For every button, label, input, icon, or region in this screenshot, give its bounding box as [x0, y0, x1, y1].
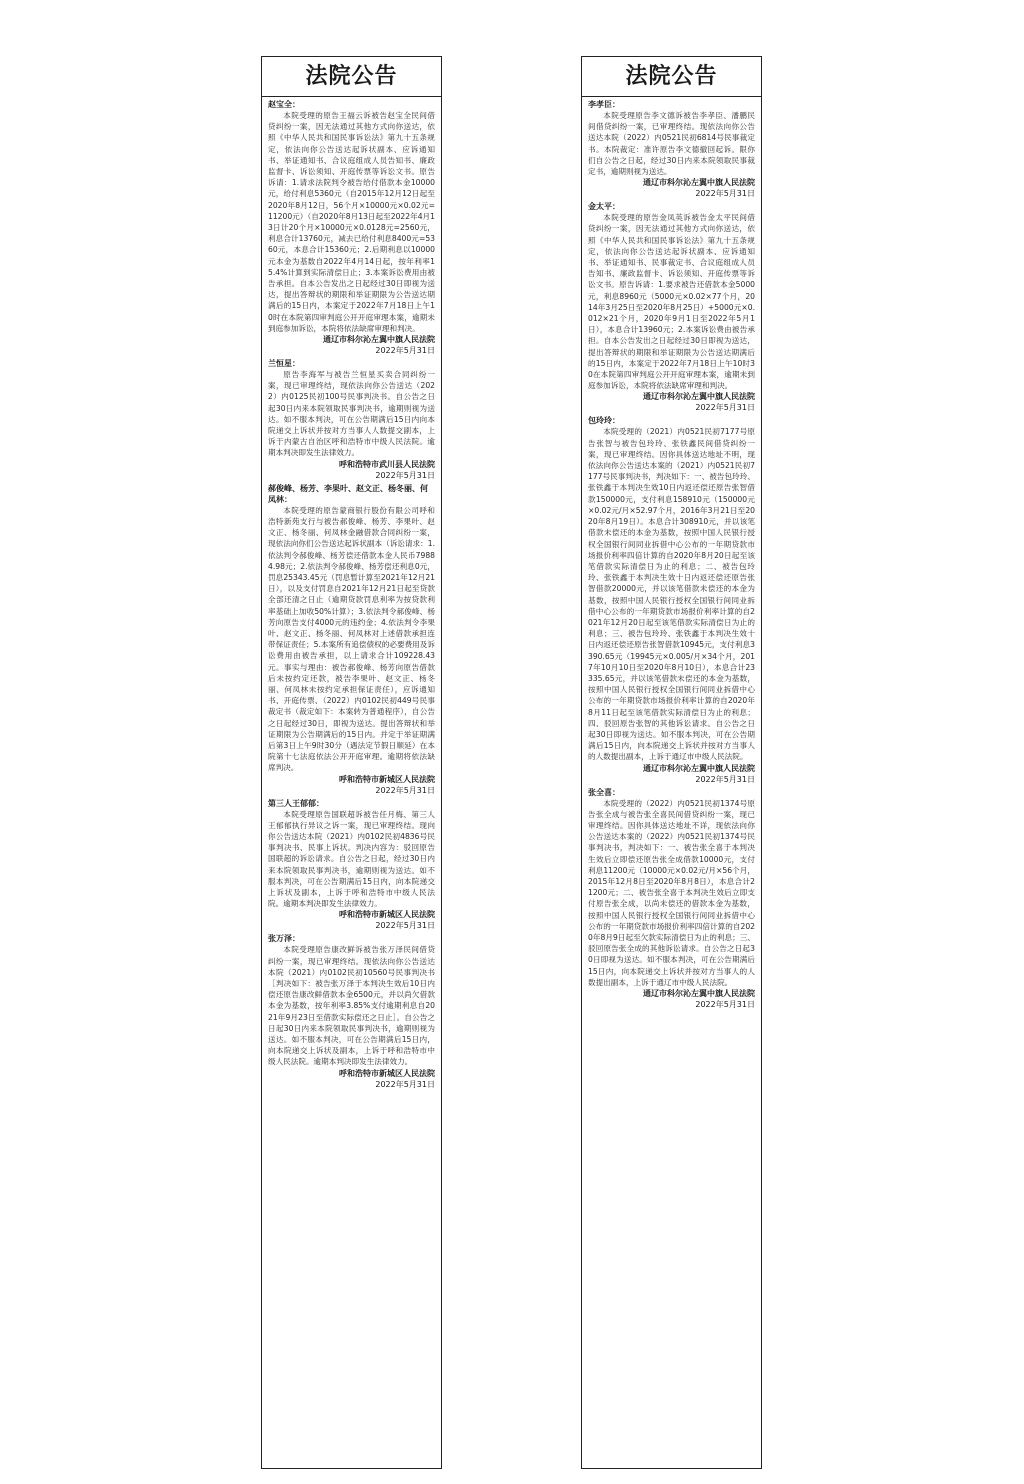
notice-date: 2022年5月31日: [695, 403, 755, 413]
notice-column-left: [261, 56, 442, 1469]
notice-addressee: 包玲玲：: [588, 416, 620, 426]
notice-court: 呼和浩特市新城区人民法院: [339, 774, 435, 784]
notice-item: [588, 99, 755, 199]
notice-court: 通辽市科尔沁左翼中旗人民法院: [643, 989, 755, 999]
column-title: 法院公告: [582, 57, 761, 97]
notice-court: 通辽市科尔沁左翼中旗人民法院: [323, 335, 435, 345]
notice-date: 2022年5月31日: [695, 1000, 755, 1010]
notice-addressee: 郝俊峰、杨芳、李果叶、赵文正、杨冬丽、何凤林：: [268, 483, 428, 504]
notice-body: 本院受理的（2022）内0521民初1374号原告张全成与被告张全喜民间借贷纠纷一案，现已审理终结。因你具体送达地址不详，现依法向你公告送达本案的（2022）内0521民初1374号民事判决书，判决如下：一、被告张全喜于本判决生效后立即偿还原告张全成借款10000元，支付利息11200元（10000元×0.02元/月×56个月，2015年12月8日至2020年8月8日），本息合计21200元；二、被告张全喜于本判决生效后立即支付原告张全成，以尚未偿还的借款本金为基数，按照中国人民银行授权全国银行间同业拆借中心公布的一年期贷款市场报价利率四倍计算的自2020年8月9日起至欠款实际清偿日为止的利息；三、驳回原告张全成的其他诉讼请求。自公告之日起30日即视为送达。如不服本判决，可在公告期满后15日内，向本院递交上诉状并按对方当事人的人数提出副本，上诉于通辽市中级人民法院。: [588, 798, 755, 987]
notice-item: [268, 358, 435, 481]
notice-court: 呼和浩特市新城区人民法院: [339, 1068, 435, 1078]
notice-court: 呼和浩特市新城区人民法院: [339, 910, 435, 920]
notice-addressee: 赵宝全：: [268, 100, 300, 109]
notice-court: 通辽市科尔沁左翼中旗人民法院: [643, 178, 755, 188]
notice-item: [588, 201, 755, 413]
notice-date: 2022年5月31日: [375, 921, 435, 931]
notice-item: [268, 798, 435, 932]
notice-date: 2022年5月31日: [695, 189, 755, 199]
notice-court: 通辽市科尔沁左翼中旗人民法院: [643, 763, 755, 773]
notice-item: [268, 933, 435, 1089]
notice-addressee: 张全喜：: [588, 787, 620, 797]
notice-body: 原告李海军与被告兰恒星买卖合同纠纷一案，现已审理终结，现依法向你公告送达（2022）内0125民初100号民事判决书。自公告之日起30日内来本院领取民事判决书，逾期则视为送达。如不服本判决，可在公告期满后15日内向本院递交上诉状并按对方当事人人数提交副本，上诉于内蒙古自治区呼和浩特市中级人民法院。逾期本判决即发生法律效力。: [268, 370, 435, 458]
notice-item: [588, 415, 755, 784]
notice-body: 本院受理的原告金凤英诉被告金太平民间借贷纠纷一案，因无法通过其他方式向你送达，依照《中华人民共和国民事诉讼法》第九十五条规定，依法向你公告送达起诉状副本、应诉通知书、举证通知书、民事裁定书、合议庭组成人员告知书、廉政监督卡、诉讼须知、开庭传票等诉讼文书。原告诉请：1.要求被告还借款本金5000元，利息8960元（5000元×0.02×77个月，2014年3月25日至2020年8月25日）+5000元×0.012×21个月，2020年9月1日至2022年5月1日），本息合计13960元；2.本案诉讼费由被告承担。自本公告发出之日起经过30日即视为送达，提出答辩状的期限和举证期限为公告送达期满后的15日内，本案定于2022年7月18日上午10时30在本院第四审判庭公开开庭审理本案，逾期未到庭参加诉讼，本院将依法缺席审理和判决。: [588, 213, 755, 391]
notice-addressee: 第三人王郁郁：: [268, 798, 324, 808]
notice-item: [588, 787, 755, 1010]
notice-body: 本院受理原告国联超诉被告任月梅、第三人王郁郁执行异议之诉一案，现已审理终结。现向你公告送达本院（2021）内0102民初4836号民事判决书、民事上诉状。判决内容为：驳回原告国联超的诉讼请求。自公告之日起，经过30日内来本院领取民事判决书，逾期则视为送达。如不服本判决，可在公告期满后15日内，向本院递交上诉状及副本，上诉于呼和浩特市中级人民法院。逾期本判决即发生法律效力。: [268, 809, 435, 909]
notice-item: [268, 99, 435, 356]
notice-body: 本院受理原告康改鲜诉被告张万泽民间借贷纠纷一案，现已审理终结。现依法向你公告送达本院（2021）内0102民初10560号民事判决书［判决如下：被告张万泽于本判决生效后10日内偿还原告康改鲜借款本金6500元，并以尚欠借款本金为基数，按年利率3.85%支付逾期利息自2021年9月23日至借款实际偿还之日止］。自公告之日起30日内来本院领取民事判决书，逾期则视为送达。如不服本判决，可在公告期满后15日内，向本院递交上诉状及副本，上诉于呼和浩特市中级人民法院。逾期本判决即发生法律效力。: [268, 945, 435, 1067]
notice-addressee: 张万泽：: [268, 934, 300, 944]
notice-item: [268, 483, 435, 796]
notice-addressee: 金太平：: [588, 202, 620, 212]
notice-column-right: [581, 56, 762, 1469]
notice-body: 本院受理的（2021）内0521民初7177号原告张智与被告包玲玲、张铁鑫民间借贷纠纷一案，现已审理终结。因你具体送达地址不明，现依法向你公告送达本案的（2021）内0521民初7177号民事判决书，判决如下：一、被告包玲玲、张铁鑫于本判决生效10日内返还偿还原告张智借款150000元，支付利息158910元（150000元×0.02元/月×52.97个月，2016年3月21日至2020年8月19日）。本息合计308910元，并以该笔借款未偿还的本金为基数，按照中国人民银行授权全国银行间同业拆借中心公布的一年期贷款市场报价利率四倍计算的自2020年8月20日起至该笔借款实际清偿日为止的利息；二、被告包玲玲、张铁鑫于本判决生效十日内返还偿还原告张智借款20000元，并以该笔借款未偿还的本金为基数，按照中国人民银行授权全国银行间同业拆借中心公布的一年期贷款市场报价利率计算的自2021年12月20日起至该笔借款实际清偿日为止的利息；三、被告包玲玲、张铁鑫于本判决生效十日内返还偿还原告张智借款10945元，支付利息3390.65元（19945元×0.005/月×34个月，2017年10月10日至2020年8月10日），本息合计23335.65元，并以该笔借款未偿还的本金为基数，按照中国人民银行授权全国银行间同业拆借中心公布的一年期贷款市场报价利率计算的自2020年8月11日起至该笔借款实际清偿日为止的利息；四、驳回原告张智的其他诉讼请求。自公告之日起30日即视为送达。如不服本判决，可在公告期满后15日内，向本院递交上诉状并按对方当事人的人数提出副本，上诉于通辽市中级人民法院。: [588, 427, 755, 762]
notice-body: 本院受理原告李文德诉被告李孝臣、潘鹏民间借贷纠纷一案，已审理终结。现依法向你公告送达本院（2022）内0521民初6814号民事裁定书。本院裁定：准许原告李文德撤回起诉。限你们自公告之日起，经过30日内来本院领取民事裁定书，逾期则视为送达。: [588, 111, 755, 177]
notice-court: 通辽市科尔沁左翼中旗人民法院: [643, 392, 755, 402]
notice-date: 2022年5月31日: [375, 785, 435, 795]
column-title: 法院公告: [262, 57, 441, 97]
notice-date: 2022年5月31日: [375, 1079, 435, 1089]
notice-body: 本院受理的原告蒙商银行股份有限公司呼和浩特新苑支行与被告郝俊峰、杨芳、李果叶、赵文正、杨冬丽、何凤林金融借款合同纠纷一案，现依法向你们公告送达起诉状副本（诉讼请求：1.依法判令郝俊峰、杨芳偿还借款本金人民币79884.98元；2.依法判令郝俊峰、杨芳偿还利息0元，罚息25343.45元（罚息暂计算至2021年12月21日），以及支付罚息自2021年12月21日起至贷款全部还清之日止（逾期贷款罚息利率为按贷款利率基础上加收50%计算）；3.依法判令郝俊峰、杨芳向原告支付4000元的违约金；4.依法判令李果叶、赵文正、杨冬丽、何凤林对上述借款承担连带保证责任；5.本案所有追偿债权的必要费用及诉讼费用由被告承担，以上请求合计109228.43元。事实与理由：被告郝俊峰、杨芳向原告借款后未按约定还款，被告李果叶、赵文正、杨冬丽、何凤林未按约定承担保证责任），应诉通知书、开庭传票、（2022）内0102民初449号民事裁定书（裁定如下：本案转为普通程序），自公告之日起经过30日，即视为送达。提出答辩状和举证期限为公告期满后的15日内。并定于举证期满后第3日上午9时30分（遇法定节假日顺延）在本院第十七法庭依法公开开庭审理。逾期将依法缺席判决。: [268, 505, 435, 773]
notice-date: 2022年5月31日: [695, 774, 755, 784]
notice-date: 2022年5月31日: [375, 470, 435, 480]
notice-addressee: 李孝臣：: [588, 100, 620, 109]
notice-date: 2022年5月31日: [375, 346, 435, 356]
notice-court: 呼和浩特市武川县人民法院: [339, 459, 435, 469]
notice-addressee: 兰恒星：: [268, 359, 300, 369]
notice-body: 本院受理的原告王福云诉被告赵宝全民间借贷纠纷一案，因无法通过其他方式向你送达，依照《中华人民共和国民事诉讼法》第九十五条规定，依法向你公告送达起诉状副本、应诉通知书、举证通知书、合议庭组成人员告知书、廉政监督卡、诉讼须知、开庭传票等诉讼文书。原告诉请：1.请求法院判令被告给付借款本金10000元，给付利息5360元（自2015年12月12日起至2020年8月12日，56个月×10000元×0.02元=11200元）（自2020年8月13日起至2022年4月13日计20个月×10000元×0.0128元=2560元，利息合计13760元，减去已给付利息8400元=5360元，本息合计15360元；2.后期利息以10000元本金为基数自2022年4月14日起，按年利率15.4%计算到实际清偿日止；3.本案诉讼费用由被告承担。自本公告发出之日起经过30日即视为送达，提出答辩状的期限和举证期限为公告送达期满后的15日内，本案定于2022年7月18日上午10时在本院第四审判庭公开开庭审理本案，逾期未到庭参加诉讼，本院将依法缺席审理和判决。: [268, 111, 435, 333]
